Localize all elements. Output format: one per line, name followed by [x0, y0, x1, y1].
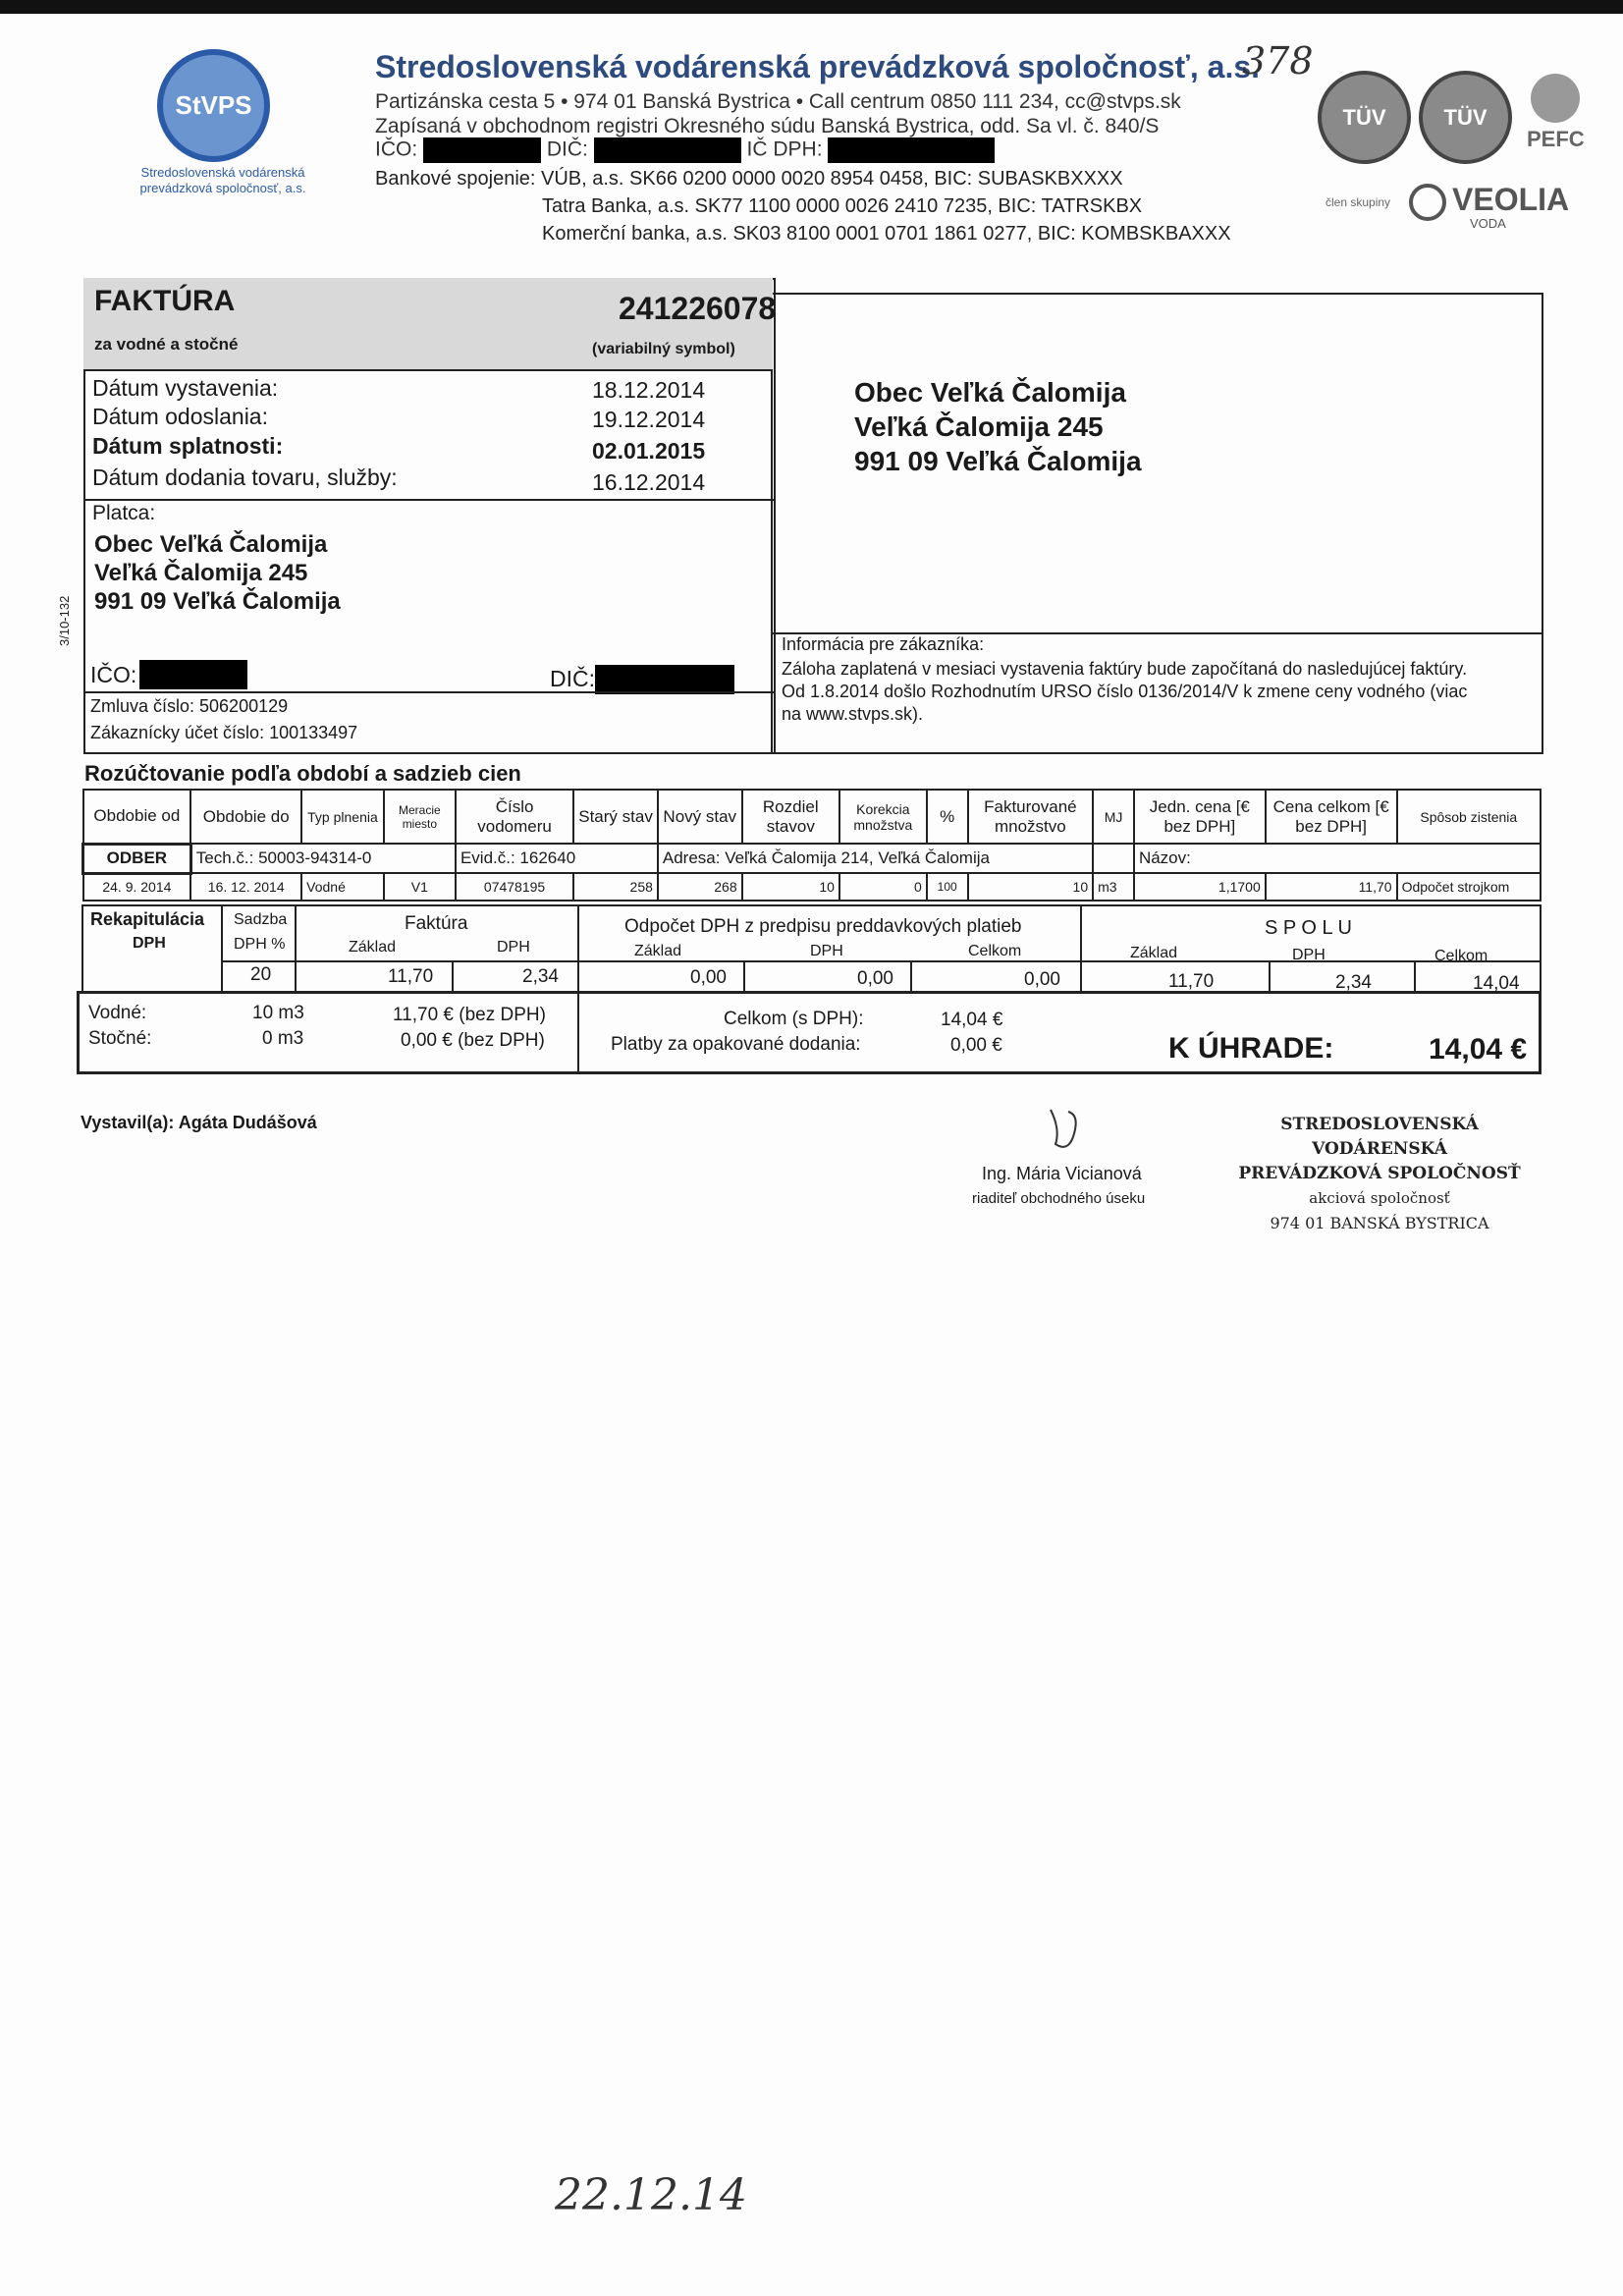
stamp-line-3: akciová spoločnosť: [1309, 1189, 1450, 1207]
col-novy-stav: Nový stav: [658, 790, 742, 844]
col-jedn-cena: Jedn. cena [€ bez DPH]: [1134, 790, 1266, 844]
veolia-sub: VODA: [1470, 216, 1506, 231]
cell-stary-stav: 258: [573, 873, 658, 901]
payer-ico-label: IČO:: [90, 662, 137, 687]
signer-title: riaditeľ obchodného úseku: [972, 1190, 1146, 1207]
handwritten-date: 22.12.14: [555, 2170, 747, 2220]
date-value-due: 02.01.2015: [592, 438, 706, 464]
date-label-due: Dátum splatnosti:: [92, 433, 284, 459]
cell-mj: m3: [1093, 873, 1134, 901]
redaction-payer-dic: [595, 665, 734, 694]
vodne-qty: 10 m3: [252, 1003, 304, 1023]
customer-account: Zákaznícky účet číslo: 100133497: [90, 723, 358, 742]
invoice-subtitle: za vodné a stočné: [94, 335, 239, 354]
company-address: Partizánska cesta 5 • 974 01 Banská Bystrica • Call centrum 0850 111 234, cc@stvps.sk: [375, 90, 1181, 113]
odber-row: [83, 844, 1542, 873]
logo-text: StVPS: [175, 90, 252, 120]
celkom-label: Celkom (s DPH):: [724, 1009, 864, 1029]
recap-faktura: Faktúra: [405, 913, 468, 934]
info-title: Informácia pre zákazníka:: [782, 634, 985, 654]
recipient-line-3: 991 09 Veľká Čalomija: [854, 446, 1142, 476]
billing-header-row: [83, 790, 1542, 844]
stocne-qty: 0 m3: [262, 1028, 304, 1049]
company-ids: [375, 137, 995, 163]
col-typ-plnenia: Typ plnenia: [301, 790, 384, 844]
redaction-payer-ico: [139, 660, 247, 689]
divider-dates: [83, 499, 776, 501]
col-cislo-vodomeru: Číslo vodomeru: [456, 790, 573, 844]
payer-line-2: Veľká Čalomija 245: [94, 560, 308, 586]
k-uhrade-label: K ÚHRADE:: [1168, 1032, 1334, 1065]
recap-o-dph: 0,00: [857, 968, 893, 989]
dic-label: DIČ:: [546, 137, 588, 161]
recap-odpocet: Odpočet DPH z predpisu preddavkových platieb: [624, 916, 1022, 937]
date-label-delivery: Dátum dodania tovaru, služby:: [92, 465, 398, 490]
bank-line-1: Bankové spojenie: VÚB, a.s. SK66 0200 0000 0020 8954 0458, BIC: SUBASKBXXXX: [375, 168, 1123, 190]
cell-rozdiel: 10: [742, 873, 839, 901]
redaction-dic: [594, 137, 741, 163]
recap-row-line: [221, 960, 1542, 962]
k-uhrade-value: 14,04 €: [1429, 1033, 1528, 1066]
signature-mark: [1041, 1100, 1090, 1159]
stvps-logo: [157, 49, 270, 162]
vystavil: Vystavil(a): Agáta Dudášová: [81, 1113, 317, 1132]
payer-line-1: Obec Veľká Čalomija: [94, 531, 328, 558]
vodne-label: Vodné:: [88, 1003, 147, 1023]
tuv-text-1: TÜV: [1342, 104, 1386, 130]
billing-table: [81, 789, 1542, 902]
odber-label: ODBER: [83, 844, 191, 873]
ico-label: IČO:: [375, 137, 418, 161]
recap-f-dph-label: DPH: [497, 939, 530, 956]
recap-o-celkom: 0,00: [1024, 969, 1060, 990]
col-obdobie-do: Obdobie do: [190, 790, 301, 844]
platby-label: Platby za opakované dodania:: [611, 1034, 861, 1055]
payer-dic-label: DIČ:: [550, 666, 595, 691]
pefc-text: PEFC: [1527, 127, 1585, 151]
cell-jedn-cena: 1,1700: [1134, 873, 1266, 901]
odber-evid: Evid.č.: 162640: [456, 844, 658, 873]
recap-sub-3: [910, 960, 912, 993]
col-rozdiel-stavov: Rozdiel stavov: [742, 790, 839, 844]
date-value-sent: 19.12.2014: [592, 407, 706, 432]
recap-sub-2: [743, 960, 745, 993]
stamp-line-1: STREDOSLOVENSKÁ VODÁRENSKÁ: [1280, 1115, 1479, 1159]
billing-data-row: [83, 873, 1542, 901]
cell-sposob: Odpočet strojkom: [1397, 873, 1541, 901]
col-meracie-miesto: Meracie miesto: [384, 790, 456, 844]
recap-s-celkom: 14,04: [1473, 973, 1520, 994]
date-label-sent: Dátum odoslania:: [92, 404, 268, 429]
stamp-line-2: PREVÁDZKOVÁ SPOLOČNOSŤ: [1238, 1164, 1521, 1183]
recap-div-2: [295, 904, 297, 993]
pefc-logo: [1527, 74, 1585, 152]
handwritten-number: 378: [1242, 39, 1314, 82]
top-scan-edge: [0, 0, 1623, 14]
company-stamp: [1232, 1113, 1527, 1235]
recap-div-1: [221, 904, 223, 993]
col-percent: %: [927, 790, 968, 844]
recap-title-1: Rekapitulácia: [90, 909, 205, 929]
celkom-value: 14,04 €: [941, 1010, 1003, 1030]
recap-spolu: S P O L U: [1265, 917, 1352, 939]
stamp-line-4: 974 01 BANSKÁ BYSTRICA: [1270, 1214, 1489, 1232]
date-label-issued: Dátum vystavenia:: [92, 375, 279, 401]
col-sposob: Spôsob zistenia: [1397, 790, 1541, 844]
recap-o-zaklad-label: Základ: [634, 943, 682, 959]
recap-s-dph: 2,34: [1335, 972, 1372, 993]
recap-s-celkom-label: Celkom: [1434, 948, 1488, 964]
cell-novy-stav: 268: [658, 873, 742, 901]
col-cena-celkom: Cena celkom [€ bez DPH]: [1266, 790, 1397, 844]
col-obdobie-od: Obdobie od: [83, 790, 191, 844]
redaction-ico: [423, 137, 541, 163]
invoice-title: FAKTÚRA: [94, 285, 236, 317]
odber-adresa: Adresa: Veľká Čalomija 214, Veľká Čalomija: [658, 844, 1093, 873]
recap-o-celkom-label: Celkom: [968, 943, 1022, 959]
cell-obdobie-do: 16. 12. 2014: [190, 873, 301, 901]
col-fakturovane: Fakturované množstvo: [968, 790, 1094, 844]
recap-div-3: [577, 904, 579, 993]
bank-line-2: Tatra Banka, a.s. SK77 1100 0000 0026 2410 7235, BIC: TATRSKBX: [542, 195, 1143, 217]
recap-s-zaklad-label: Základ: [1130, 945, 1178, 961]
bank-line-3: Komerční banka, a.s. SK03 8100 0001 0701 1861 0277, BIC: KOMBSKBAXXX: [542, 223, 1231, 245]
summary-div: [577, 991, 579, 1074]
recap-sub-1: [452, 960, 454, 993]
divider-ids: [83, 691, 776, 693]
clen-skupiny: člen skupiny: [1325, 195, 1391, 209]
stocne-amount: 0,00 € (bez DPH): [401, 1030, 545, 1051]
recap-o-dph-label: DPH: [810, 943, 843, 959]
info-line-2: Od 1.8.2014 došlo Rozhodnutím URSO číslo 0136/2014/V k zmene ceny vodného (viac: [782, 682, 1468, 701]
recap-sub-5: [1414, 960, 1416, 993]
contract-number: Zmluva číslo: 506200129: [90, 696, 289, 716]
recap-f-dph: 2,34: [522, 966, 559, 987]
col-stary-stav: Starý stav: [573, 790, 658, 844]
cell-fakturovane: 10: [968, 873, 1094, 901]
bank-details: [375, 165, 1231, 247]
recap-rate: 20: [250, 964, 272, 985]
info-line-3: na www.stvps.sk).: [782, 704, 924, 724]
odber-nazov: Názov:: [1134, 844, 1541, 873]
recap-o-zaklad: 0,00: [690, 967, 727, 988]
icdph-label: IČ DPH:: [746, 137, 823, 161]
tuv-cert-1: [1318, 71, 1411, 164]
tuv-text-2: TÜV: [1443, 104, 1488, 130]
recap-s-zaklad: 11,70: [1168, 971, 1215, 992]
recap-s-dph-label: DPH: [1292, 947, 1325, 963]
cell-obdobie-od: 24. 9. 2014: [83, 873, 191, 901]
recap-sub-4: [1269, 960, 1271, 993]
veolia-text: VEOLIA: [1452, 182, 1570, 217]
cell-vodomer: 07478195: [456, 873, 573, 901]
signer-name: Ing. Mária Vicianová: [982, 1164, 1142, 1183]
invoice-number: 241226078: [619, 291, 777, 326]
cell-cena-celkom: 11,70: [1266, 873, 1397, 901]
recap-f-zaklad: 11,70: [388, 966, 434, 987]
company-name: Stredoslovenská vodárenská prevádzková spoločnosť, a.s.: [375, 49, 1261, 84]
payer-label: Platca:: [92, 502, 156, 524]
pefc-icon: [1531, 74, 1580, 123]
veolia-icon: [1409, 184, 1446, 221]
tuv-cert-2: [1419, 71, 1512, 164]
recap-f-zaklad-label: Základ: [349, 939, 397, 956]
recipient-line-1: Obec Veľká Čalomija: [854, 377, 1126, 408]
cell-typ: Vodné: [301, 873, 384, 901]
cell-korekcia: 0: [839, 873, 927, 901]
billing-title: Rozúčtovanie podľa období a sadzieb cien: [84, 761, 521, 786]
recipient-line-2: Veľká Čalomija 245: [854, 411, 1104, 442]
recap-sadzba-1: Sadzba: [234, 911, 288, 928]
cell-percent: 100: [927, 873, 968, 901]
odber-tech: Tech.č.: 50003-94314-0: [190, 844, 456, 873]
col-mj: MJ: [1093, 790, 1134, 844]
recap-title-2: DPH: [133, 935, 166, 952]
stocne-label: Stočné:: [88, 1028, 152, 1049]
platby-value: 0,00 €: [950, 1035, 1002, 1056]
recap-sadzba-2: DPH %: [234, 936, 286, 953]
logo-subtitle: Stredoslovenská vodárenská prevádzková spoločnosť, a.s.: [139, 165, 306, 195]
col-korekcia: Korekcia množstva: [839, 790, 927, 844]
date-value-delivery: 16.12.2014: [592, 469, 706, 495]
date-value-issued: 18.12.2014: [592, 377, 706, 403]
cell-meracie-miesto: V1: [384, 873, 456, 901]
info-line-1: Záloha zaplatená v mesiaci vystavenia faktúry bude započítaná do nasledujúcej faktúry.: [782, 659, 1468, 679]
company-registry: Zapísaná v obchodnom registri Okresného súdu Banská Bystrica, odd. Sa vl. č. 840/S: [375, 115, 1160, 137]
invoice-number-note: (variabilný symbol): [592, 341, 735, 357]
payer-line-3: 991 09 Veľká Čalomija: [94, 588, 341, 615]
redaction-icdph: [828, 137, 995, 163]
side-code: 3/10-132: [57, 595, 72, 646]
recap-div-4: [1080, 904, 1082, 993]
vodne-amount: 11,70 € (bez DPH): [393, 1005, 546, 1025]
veolia-logo: [1409, 182, 1569, 221]
